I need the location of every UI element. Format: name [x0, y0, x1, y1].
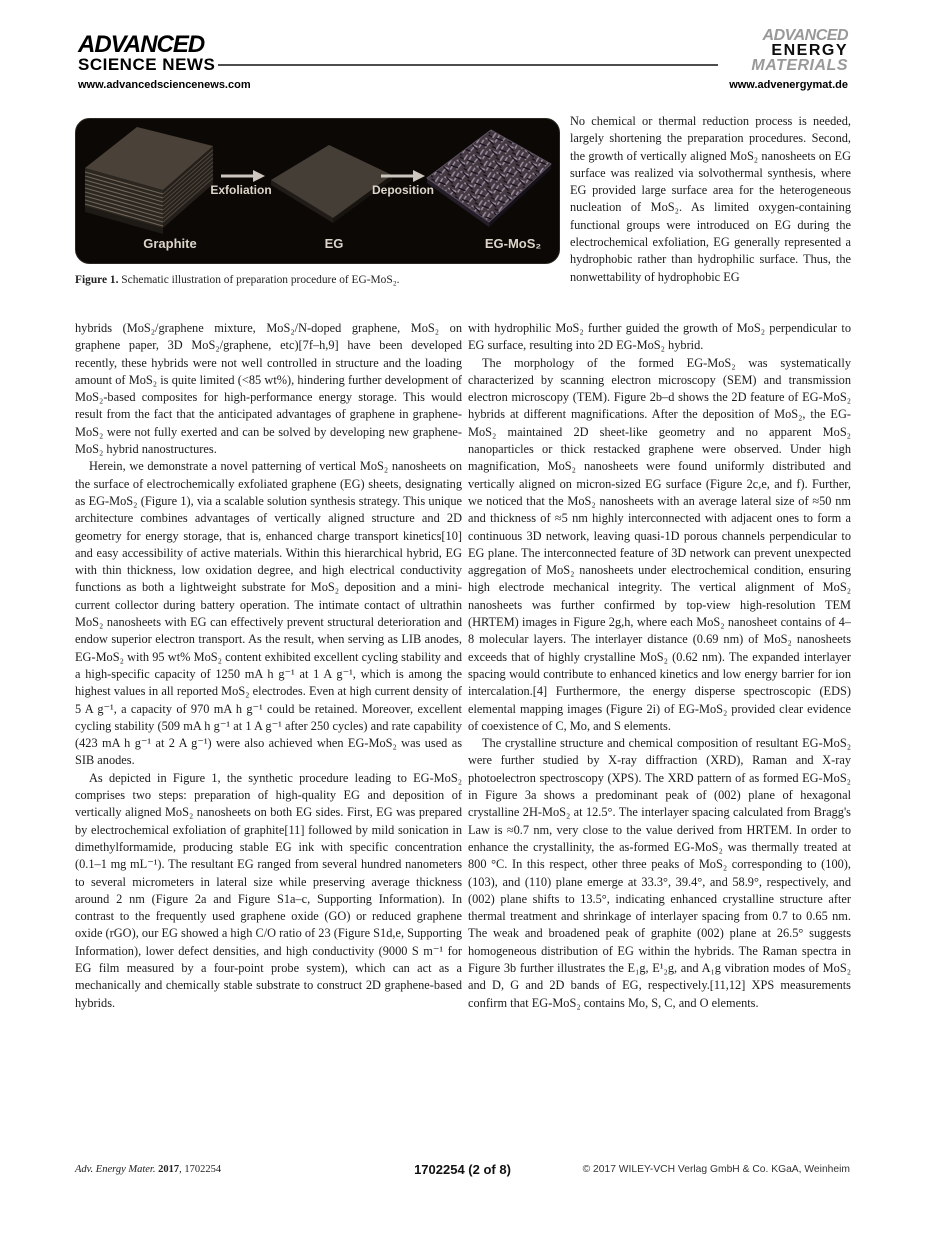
- eg-mos2-label: EG-MoS₂: [484, 236, 542, 251]
- body-paragraph: hybrids (MoS₂/graphene mixture, MoS₂/N-doped graphene, MoS₂ on graphene paper, 3D MoS₂/graphene, etc)[7f–h,9] have been developed recently, these hybrids were not well controlled in structure and the loading amount of MoS₂ is quite limited (<85 wt%), hindering further development of MoS₂-based composites for high-performance energy storage. This would result from the fact that the anticipated advantages of graphene in graphene-MoS₂ were not fully exerted and can be solved by developing new graphene-MoS₂ hybrid nanostructures.: [75, 321, 462, 457]
- header-divider: [218, 64, 718, 66]
- deposition-arrow-label: Deposition: [372, 183, 434, 197]
- logo-line: SCIENCE NEWS: [78, 55, 216, 74]
- journal-year: 2017: [158, 1164, 180, 1175]
- logo-line: ADVANCED: [78, 31, 205, 58]
- body-paragraph: Herein, we demonstrate a novel patterning of vertical MoS₂ nanosheets on the surface of electrochemically exfoliated graphene (EG) sheets, designating as EG-MoS₂ (Figure 1), via a scalable solution synthesis strategy. This unique architecture combines advantages of vertically aligned structure and 2D geometry for energy storage, that is, enhanced charge transport kinetics[10] and easy accessibility of active materials. Within this hierarchical hybrid, EG with thin thickness, low oxidation degree, and high electrical conductivity functions as both a lightweight substrate for MoS₂ deposition and a mini-current collector during battery operation. The intimate contact of ultrathin MoS₂ nanosheets with EG can effectively prevent structural deterioration and endow superior electron transport. As the result, when serving as LIB anodes, EG-MoS₂ with 95 wt% MoS₂ content exhibited excellent cycling stability and a high-specific capacity of 1250 mA h g⁻¹ at 1 A g⁻¹, which is among the highest values in all reported MoS₂ electrodes. Even at high current density of 5 A g⁻¹, a capacity of 970 mA h g⁻¹ could be retained. Moreover, excellent cycling stability (509 mA h g⁻¹ at 1 A g⁻¹ after 250 cycles) and rate capability (423 mA h g⁻¹ at 2 A g⁻¹) were also achieved when EG-MoS₂ was used as SIB anodes.: [75, 459, 462, 768]
- figure-caption-number: Figure 1.: [75, 274, 119, 286]
- logo-line: ENERGY: [771, 42, 848, 59]
- article-number: , 1702254: [179, 1164, 222, 1175]
- journal-name: Adv. Energy Mater.: [75, 1164, 159, 1175]
- left-site-url: www.advancedsciencenews.com: [78, 79, 251, 91]
- right-column: [468, 320, 851, 1145]
- body-paragraph: with hydrophilic MoS₂ further guided the growth of MoS₂ perpendicular to EG surface, resulting into 2D EG-MoS₂ hybrid.: [468, 321, 851, 353]
- left-column: [75, 320, 462, 1145]
- footer-copyright: © 2017 WILEY-VCH Verlag GmbH & Co. KGaA, Weinheim: [582, 1164, 850, 1175]
- graphite-label: Graphite: [143, 236, 197, 251]
- body-paragraph: The crystalline structure and chemical composition of resultant EG-MoS₂ were further studied by X-ray diffraction (XRD), Raman and X-ray photoelectron spectroscopy (XPS). The XRD pattern of as formed EG-MoS₂ in Figure 3a shows a predominant peak of (002) plane of hexagonal crystalline 2H-MoS₂ at 12.5°. The interlayer spacing calculated from Bragg's Law is ≈0.7 nm, very close to the value derived from HRTEM. In order to enhance the crystallinity, the as-formed EG-MoS₂ was thermally treated at 800 °C. In this respect, other three peaks of MoS₂ corresponding to (100), (103), and (110) plane emerge at 33.3°, 39.4°, and 58.9°, respectively, and (002) plane shifts to 13.5°, indicating enhanced crystalline structure after thermal treatment and shrinkage of interlayer spacing from 0.7 to 0.65 nm. The weak and broadened peak of graphite (002) plane at 26.5° suggests homogeneous distribution of EG within the hybrids. The Raman spectra in Figure 3b further illustrates the E₁g, E¹₂g, and A₁g vibration modes of MoS₂ and D, G and 2D bands of EG, respectively.[11,12] XPS measurements confirm that EG-MoS₂ contains Mo, S, C, and O elements.: [468, 736, 851, 1010]
- body-paragraph: The morphology of the formed EG-MoS₂ was systematically characterized by scanning electron microscopy (SEM) and transmission electron microscopy (TEM). Figure 2b–d shows the 2D feature of EG-MoS₂ hybrids at different magnifications. After the deposition of MoS₂, the EG-MoS₂ maintained 2D sheet-like geometry and no apparent MoS₂ nanoparticles or thick restacked graphene were observed. Under high magnification, MoS₂ nanosheets were found uniformly distributed and vertically aligned on micron-sized EG surface (Figure 2c,e, and f). Further, we noticed that the MoS₂ nanosheets with an average lateral size of ≈50 nm and thickness of ≈5 nm highly interconnected with adjacent ones to form a continuous 3D network, leaving quasi-1D porous channels perpendicular to EG plane. The interconnected feature of 3D network can prevent unexpected aggregation of MoS₂ nanosheets under electrochemical condition, ensuring high electrode mechanical integrity. The vertical alignment of MoS₂ nanosheets was further confirmed by top-view high-resolution TEM (HRTEM) images in Figure 2g,h, where each MoS₂ nanosheet contains of 4–8 molecular layers. The interlayer distance (0.69 nm) of MoS₂ nanosheets exceeds that of highly crystalline MoS₂ (0.62 nm). The expanded interlayer spacing would contribute to enhanced kinetics and low energy barrier for ion intercalation.[4] Furthermore, the energy disperse spectroscopic (EDS) elemental mapping images (Figure 2i) of EG-MoS₂ provided clear evidence of coexistence of C, Mo, and S elements.: [468, 355, 851, 733]
- eg-label: EG: [324, 236, 344, 251]
- exfoliation-arrow-label: Exfoliation: [210, 183, 272, 197]
- right-site-url: www.advenergymat.de: [729, 79, 848, 91]
- body-paragraph: No chemical or thermal reduction process is needed, largely shortening the preparation procedures. Second, the growth of vertically aligned MoS₂ nanosheets on EG surface was realized via solvothermal synthesis, where EG provided large surface area for the heterogeneous nucleation of MoS₂. As limited oxygen-containing functional groups were introduced on EG during the electrochemical exfoliation, EG generally represented a hydrophobic rather than hydrophilic surface. Thus, the nonwettability of hydrophobic EG: [570, 114, 851, 284]
- footer-page-number: 1702254 (2 of 8): [414, 1162, 511, 1177]
- advanced-energy-materials-logo: [751, 28, 848, 73]
- figure-1-caption: [75, 273, 560, 287]
- advanced-science-news-logo: [78, 31, 216, 74]
- logo-line: MATERIALS: [751, 57, 848, 74]
- figure-1-schematic: [75, 118, 560, 264]
- body-paragraph: As depicted in Figure 1, the synthetic procedure leading to EG-MoS₂ comprises two steps: preparation of high-quality EG and deposition of vertically aligned MoS₂ nanosheets on both EG sides. First, EG was prepared by electrochemical exfoliation of graphite[11] followed by mild sonication in dimethylformamide, producing stable EG ink with specific concentration (0.1–1 mg mL⁻¹). The resultant EG ranged from several hundred nanometers to several micrometers in lateral size while preserving average thickness around 2 nm (Figure 2a and Figure S1a–c, Supporting Information). In contrast to the frequently used graphene oxide (GO) or reduced graphene oxide (rGO), our EG showed a high C/O ratio of 23 (Figure S1d,e, Supporting Information), lower defect densities, and high conductivity (9000 S m⁻¹ for EG film measured by a four-point probe system), which can act as a mechanically and chemically stable substrate to construct 2D graphene-based hybrids.: [75, 770, 462, 1010]
- page-footer: [0, 1162, 925, 1182]
- logo-line: ADVANCED: [762, 27, 848, 44]
- figure-caption-text: Schematic illustration of preparation procedure of EG-MoS₂.: [118, 274, 400, 286]
- right-column-top: [570, 113, 851, 286]
